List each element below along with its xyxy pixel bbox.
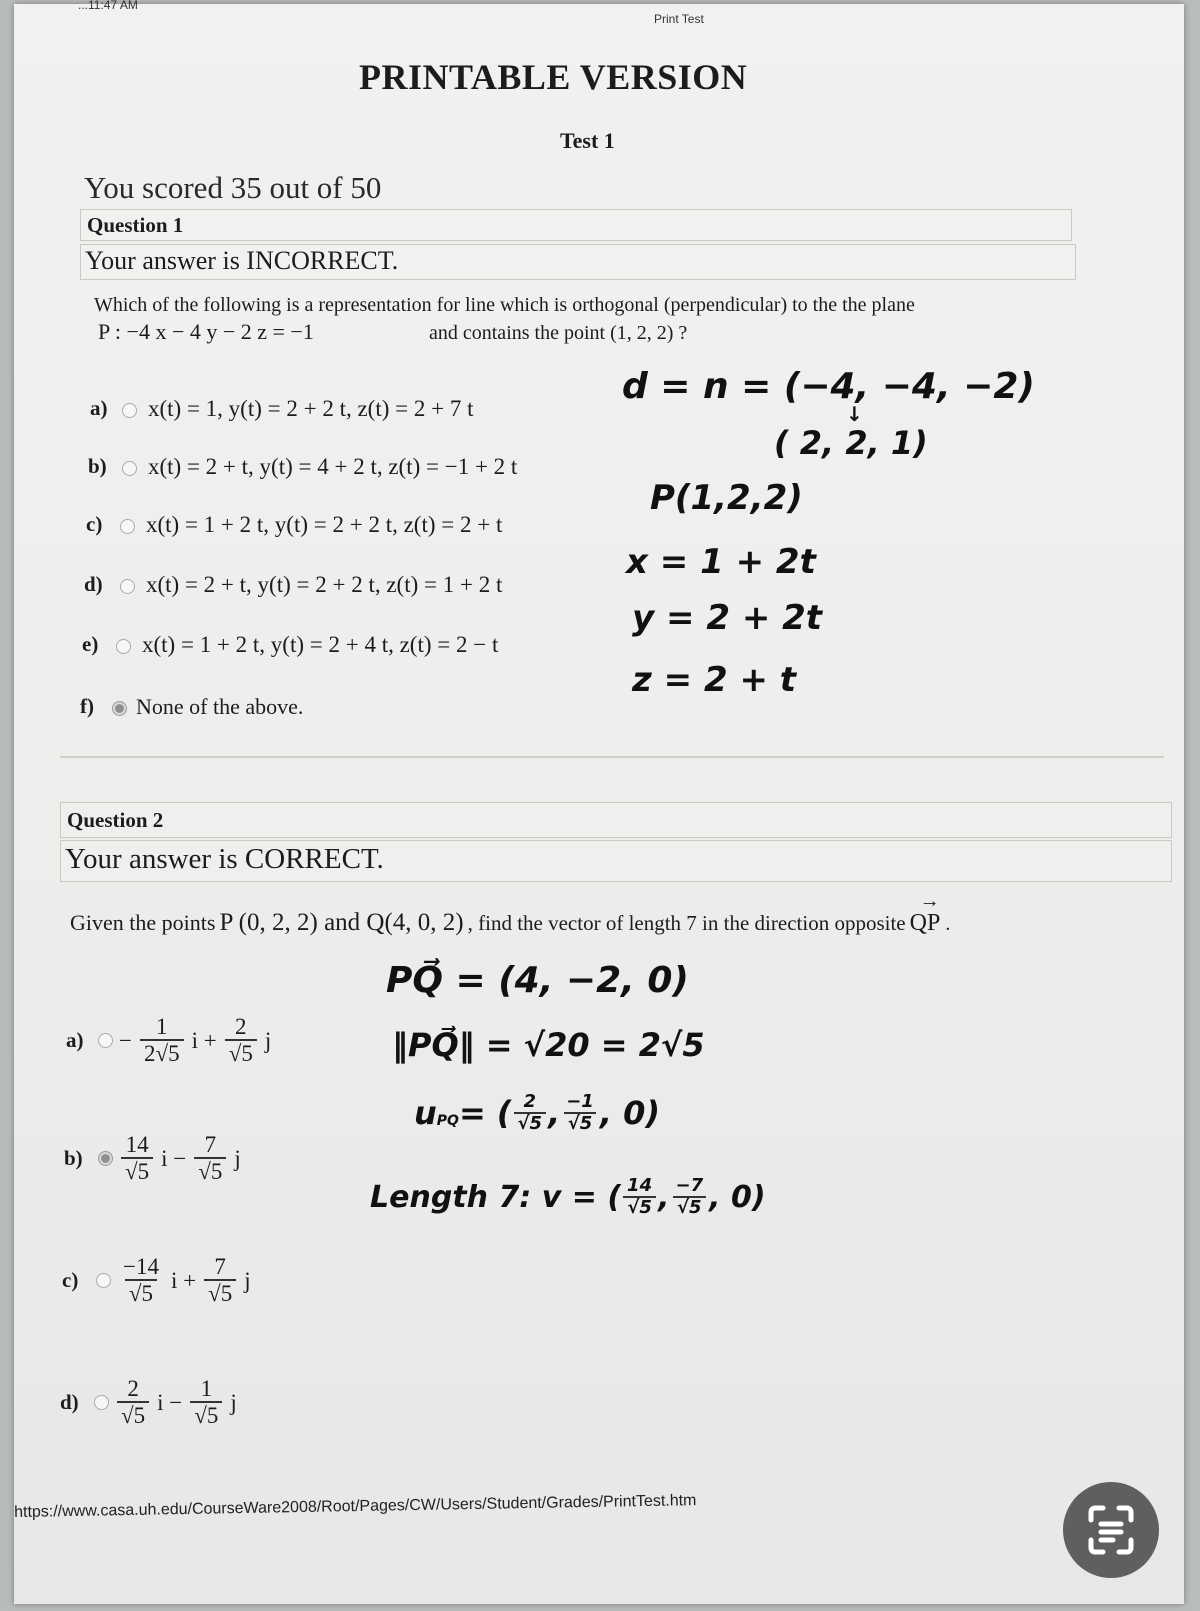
question-1-text: Which of the following is a representation for line which is orthogonal (perpendicular) to the the plane [94, 294, 915, 316]
radio-button-selected[interactable] [98, 1151, 113, 1166]
option-text: x(t) = 1 + 2 t, y(t) = 2 + 4 t, z(t) = 2 − t [142, 632, 499, 657]
handwritten-result-vector: Length 7: v = ( $\frac{14}{√5}$ , $\frac{-7}{√5}$ , 0) [370, 1175, 766, 1218]
option-letter: b) [88, 454, 107, 478]
q1-option-c[interactable] [86, 512, 503, 537]
option-operator: i + [170, 1267, 197, 1293]
vector-qp [909, 890, 946, 936]
fraction-i: $\frac{1}{2√5}$ [140, 1014, 184, 1068]
option-text: x(t) = 2 + t, y(t) = 4 + 2 t, z(t) = −1 + 2 t [148, 454, 518, 479]
option-text: x(t) = 2 + t, y(t) = 2 + 2 t, z(t) = 1 + 2 t [146, 572, 503, 597]
radio-button[interactable] [122, 461, 137, 476]
text-scan-icon [1063, 1482, 1159, 1578]
print-header-label: Print Test [654, 12, 704, 26]
radio-button[interactable] [120, 579, 135, 594]
fraction-j: $\frac{7}{√5}$ [204, 1254, 236, 1308]
question-1-header [80, 209, 1072, 241]
handwritten-z-equation: z = 2 + t [632, 660, 797, 700]
fraction-j: $\frac{7}{√5}$ [194, 1132, 226, 1186]
q2-option-d[interactable] [60, 1376, 237, 1430]
handwritten-pq-vector: PQ⃗ = (4, −2, 0) [386, 960, 689, 1001]
radio-button[interactable] [98, 1033, 113, 1048]
q2-option-a[interactable] [66, 1014, 271, 1068]
q1-option-e[interactable] [82, 632, 499, 657]
question-2-points: P (0, 2, 2) and Q(4, 0, 2) [219, 909, 464, 936]
question-1-result: Your answer is INCORRECT. [85, 246, 399, 275]
question-2-text-2: , find the vector of length 7 in the direction opposite [467, 911, 906, 935]
radio-button[interactable] [96, 1273, 111, 1288]
handwritten-x-equation: x = 1 + 2t [626, 542, 816, 582]
question-2-result: Your answer is CORRECT. [65, 843, 384, 875]
vector-label: QP [909, 910, 940, 936]
radio-button[interactable] [120, 519, 135, 534]
handwritten-unit-vector: u PQ = ( $\frac{2}{√5}$ , $\frac{-1}{√5}$ , 0) [414, 1091, 661, 1134]
page-title: PRINTABLE VERSION [359, 57, 748, 97]
vector-arrow: → [919, 890, 940, 912]
option-unit: j [244, 1267, 251, 1293]
option-letter: c) [86, 512, 103, 536]
option-letter: a) [66, 1028, 84, 1053]
q1-option-b[interactable] [88, 454, 518, 479]
option-unit: j [264, 1027, 272, 1053]
fraction-j: $\frac{1}{√5}$ [190, 1376, 222, 1430]
fraction-i: $\frac{2}{√5}$ [117, 1376, 149, 1430]
option-letter: e) [82, 632, 99, 656]
option-text: None of the above. [136, 694, 304, 719]
footer-url: https://www.casa.uh.edu/CourseWare2008/Root/Pages/CW/Users/Student/Grades/PrintTest.htm [14, 1492, 697, 1521]
divider [60, 756, 1164, 758]
option-text: x(t) = 1, y(t) = 2 + 2 t, z(t) = 2 + 7 t [148, 396, 474, 421]
option-letter: d) [84, 572, 103, 596]
handwritten-arrow: ↓ [846, 402, 863, 426]
printout-page [14, 0, 1184, 1604]
radio-button[interactable] [94, 1395, 109, 1410]
question-2-text-1: Given the points [70, 910, 216, 935]
option-letter: f) [80, 694, 94, 718]
fraction-i: $\frac{14}{√5}$ [121, 1132, 153, 1186]
radio-button[interactable] [122, 403, 137, 418]
print-timestamp: ...11:47 AM [78, 0, 138, 12]
question-2-period: . [945, 913, 951, 935]
option-letter: a) [90, 396, 108, 420]
handwritten-pq-magnitude: ‖PQ⃗‖ = √20 = 2√5 [392, 1026, 705, 1064]
question-2-text [70, 890, 951, 937]
q1-option-f[interactable] [80, 694, 304, 719]
handwritten-point: P(1,2,2) [650, 478, 803, 518]
option-text: x(t) = 1 + 2 t, y(t) = 2 + 2 t, z(t) = 2 + t [146, 512, 503, 537]
question-1-result-bar [80, 244, 1076, 280]
question-1-label: Question 1 [87, 213, 184, 237]
test-name: Test 1 [560, 128, 615, 153]
option-unit: j [230, 1389, 237, 1415]
question-1-text-2: and contains the point (1, 2, 2) ? [429, 322, 688, 344]
option-operator: i − [157, 1389, 183, 1415]
option-letter: d) [60, 1390, 79, 1415]
fraction-i: $\frac{-14}{√5}$ [123, 1254, 159, 1307]
option-operator: i − [161, 1145, 187, 1171]
q2-option-c[interactable] [62, 1254, 251, 1308]
question-2-header [60, 802, 1172, 838]
handwritten-normal-vector: d = n = (−4, −4, −2) [622, 366, 1035, 407]
option-letter: c) [62, 1268, 79, 1293]
q1-option-a[interactable] [90, 396, 474, 421]
question-2-label: Question 2 [67, 808, 164, 832]
radio-button[interactable] [116, 639, 131, 654]
option-unit: j [234, 1145, 241, 1171]
score-text: You scored 35 out of 50 [84, 170, 382, 205]
question-1-plane: P : −4 x − 4 y − 2 z = −1 [98, 319, 314, 344]
q1-option-d[interactable] [84, 572, 503, 597]
q2-option-b[interactable] [64, 1132, 241, 1186]
radio-button-selected[interactable] [112, 701, 127, 716]
option-sign: − [119, 1027, 132, 1053]
option-operator: i + [191, 1027, 217, 1053]
option-letter: b) [64, 1146, 83, 1171]
text-scan-button[interactable] [1063, 1482, 1159, 1578]
handwritten-y-equation: y = 2 + 2t [632, 598, 823, 638]
handwritten-direction: ( 2, 2, 1) [774, 424, 928, 462]
fraction-j: $\frac{2}{√5}$ [225, 1014, 257, 1068]
question-2-result-bar [60, 840, 1172, 882]
